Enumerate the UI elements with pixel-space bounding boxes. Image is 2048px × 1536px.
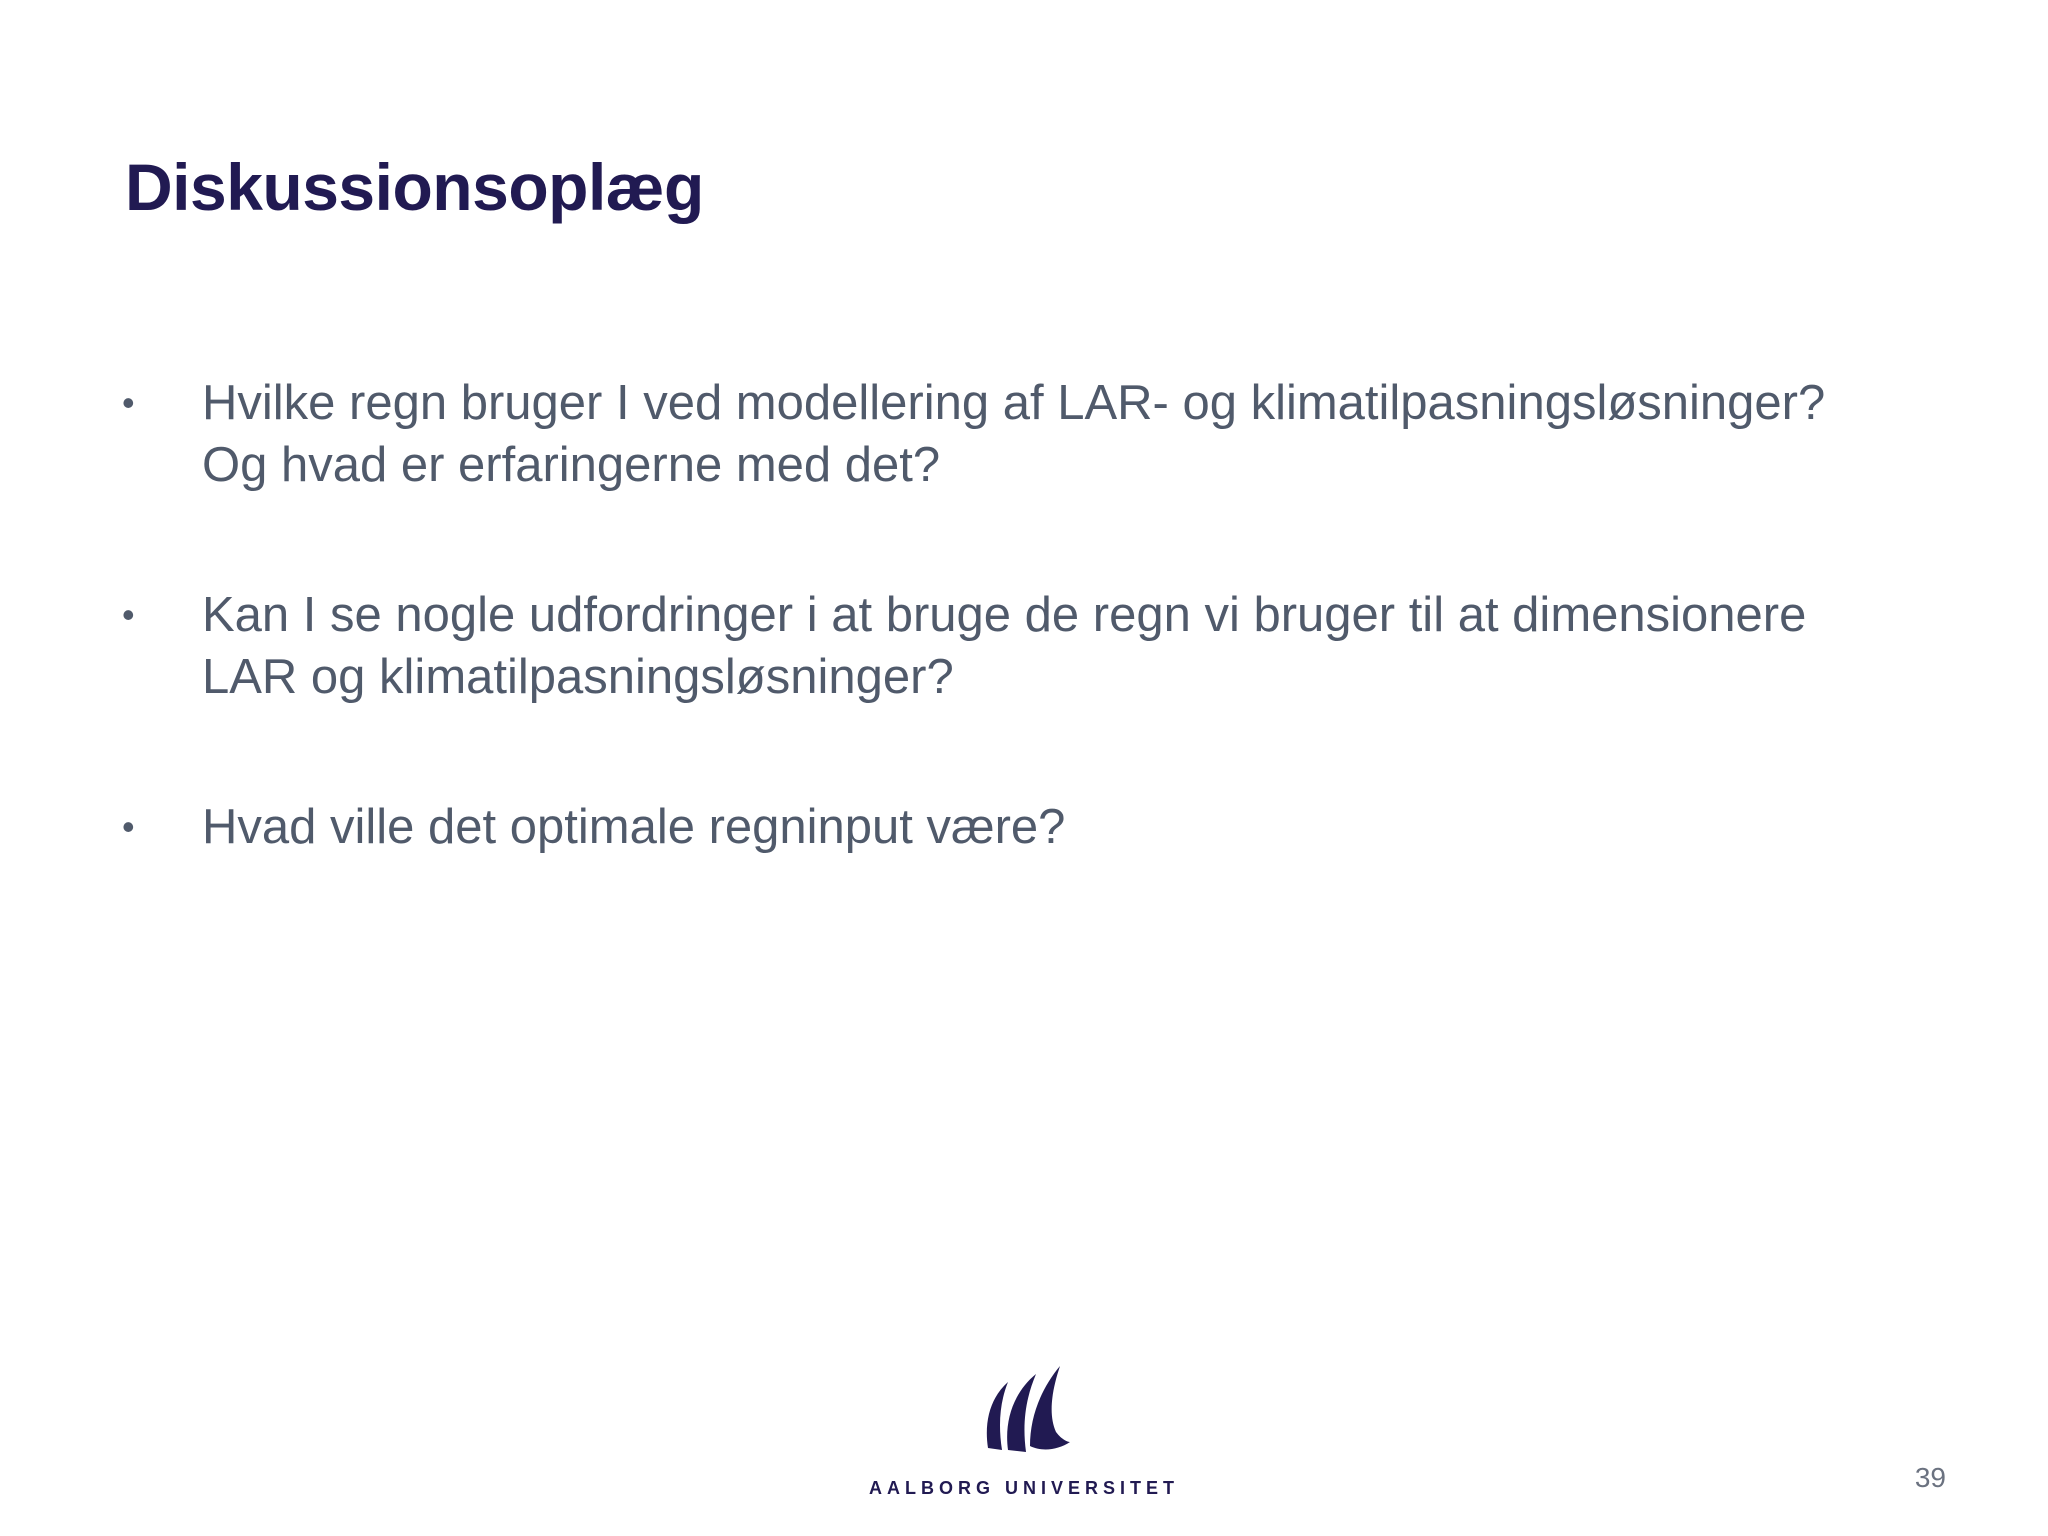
bullet-marker: • — [122, 806, 135, 847]
bullet-list — [122, 372, 1962, 946]
bullet-item-2 — [122, 584, 1962, 708]
bullet-marker: • — [122, 594, 135, 635]
bullet-text-line: Kan I se nogle udfordringer i at bruge de regn vi bruger til at dimensionere — [202, 588, 1807, 642]
slide-title: Diskussionsoplæg — [125, 150, 704, 224]
bullet-item-1 — [122, 372, 1962, 496]
aau-wave-logo-icon — [974, 1360, 1074, 1460]
bullet-item-3 — [122, 796, 1962, 858]
university-logo — [0, 1360, 2048, 1499]
bullet-text-line: LAR og klimatilpasningsløsninger? — [202, 650, 954, 704]
bullet-text-line: Hvad ville det optimale regninput være? — [202, 800, 1066, 854]
bullet-text-line: Og hvad er erfaringerne med det? — [202, 438, 941, 492]
bullet-text-line: Hvilke regn bruger I ved modellering af LAR- og klimatilpasningsløsninger? — [202, 376, 1826, 430]
logo-text: AALBORG UNIVERSITET — [868, 1478, 1179, 1498]
page-number: 39 — [1914, 1462, 1946, 1493]
bullet-marker: • — [122, 382, 135, 423]
